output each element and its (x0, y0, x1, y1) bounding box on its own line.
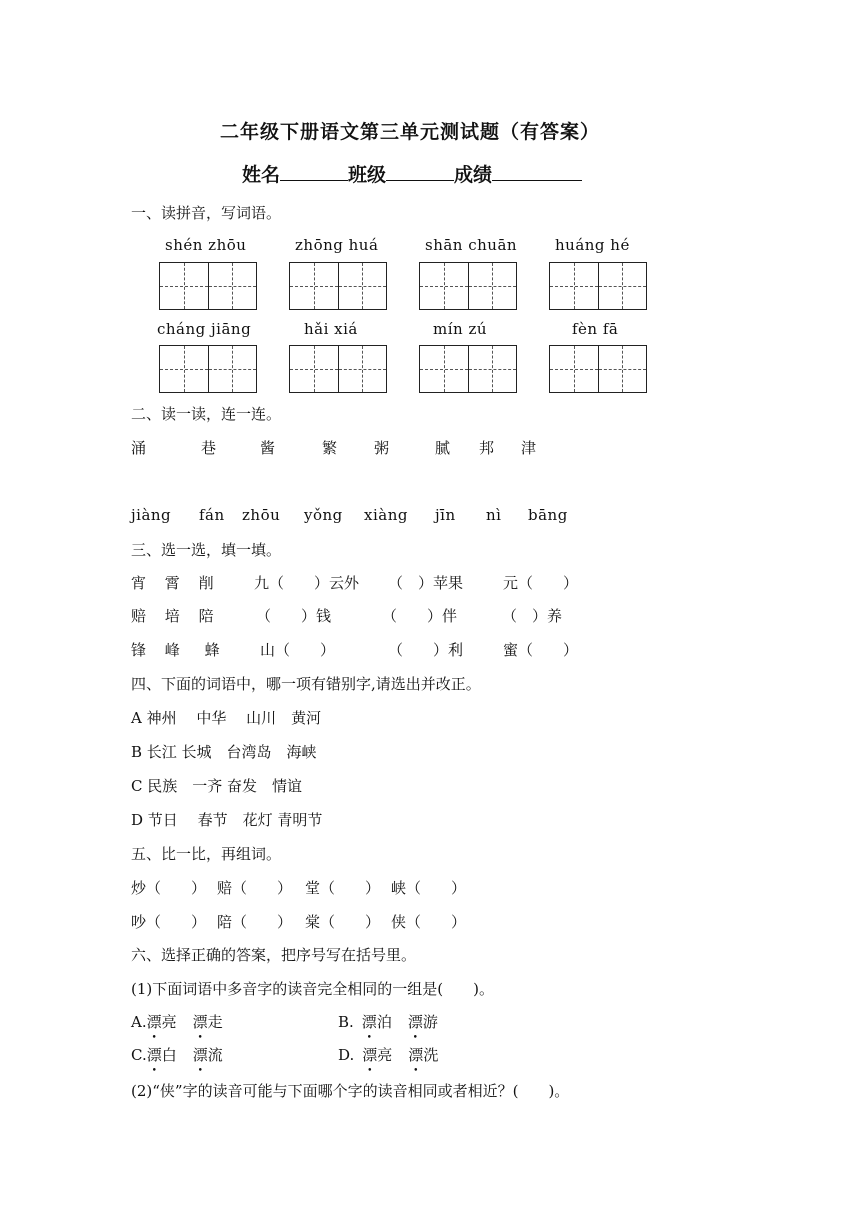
fill-item[interactable]: （ ）钱 (256, 607, 332, 625)
match-char-4: 繁 (322, 439, 338, 457)
writing-grid-6[interactable] (289, 345, 387, 393)
section-2-heading: 二、读一读，连一连。 (131, 405, 282, 423)
section-4-heading: 四、下面的词语中，哪一项有错别字,请选出并改正。 (131, 675, 481, 693)
match-char-5: 粥 (374, 439, 390, 457)
pinyin-3: shān chuān (425, 236, 518, 254)
writing-grid-3[interactable] (419, 262, 517, 310)
q1-option-a[interactable]: A.漂亮 漂走 (131, 1013, 223, 1031)
match-pinyin-3: zhōu (242, 506, 281, 524)
choice-char: 霄 (164, 574, 180, 592)
pinyin-7: mín zú (433, 320, 488, 338)
fill-item[interactable]: （ ）利 (388, 641, 464, 659)
compare-item[interactable]: 侠（ ） (391, 913, 467, 931)
match-pinyin-6: jīn (435, 506, 456, 524)
fill-item[interactable]: 山（ ） (260, 641, 336, 659)
choice-char: 削 (198, 574, 214, 592)
q1-option-b[interactable]: B. 漂泊 漂游 (338, 1013, 438, 1031)
section-1-heading: 一、读拼音，写词语。 (131, 204, 282, 222)
match-pinyin-7: nì (486, 506, 502, 524)
compare-item[interactable]: 陪（ ） (217, 913, 293, 931)
choice-char: 赔 (131, 607, 147, 625)
choice-char: 培 (164, 607, 180, 625)
compare-item[interactable]: 棠（ ） (305, 913, 381, 931)
writing-grid-5[interactable] (159, 345, 257, 393)
choice-char: 宵 (131, 574, 147, 592)
compare-item[interactable]: 堂（ ） (305, 879, 381, 897)
class-label: 班级 (348, 164, 387, 186)
writing-grid-7[interactable] (419, 345, 517, 393)
fill-row-3 (131, 639, 220, 660)
option-d[interactable]: D 节日 春节 花灯 青明节 (131, 811, 323, 829)
choice-char: 锋 (131, 641, 147, 659)
fill-row-2 (131, 605, 214, 626)
match-pinyin-4: yǒng (304, 506, 343, 524)
score-blank[interactable] (492, 162, 582, 181)
section-6-heading: 六、选择正确的答案，把序号写在括号里。 (131, 946, 417, 964)
compare-item[interactable]: 炒（ ） (131, 879, 207, 897)
option-b[interactable]: B 长江 长城 台湾岛 海峡 (131, 743, 317, 761)
writing-grid-8[interactable] (549, 345, 647, 393)
match-pinyin-2: fán (199, 506, 225, 524)
class-blank[interactable] (386, 162, 454, 181)
score-label: 成绩 (454, 164, 493, 186)
match-char-8: 津 (521, 439, 537, 457)
q1-option-d[interactable]: D. 漂亮 漂洗 (338, 1046, 439, 1064)
student-info-line (242, 160, 582, 187)
match-char-6: 腻 (435, 439, 451, 457)
writing-grid-2[interactable] (289, 262, 387, 310)
option-c[interactable]: C 民族 一齐 奋发 情谊 (131, 777, 303, 795)
match-pinyin-1: jiàng (131, 506, 172, 524)
question-1: (1)下面词语中多音字的读音完全相同的一组是( )。 (131, 980, 494, 998)
compare-item[interactable]: 峡（ ） (391, 879, 467, 897)
pinyin-5: cháng jiāng (157, 320, 252, 338)
fill-item[interactable]: 蜜（ ） (503, 641, 579, 659)
name-label: 姓名 (242, 164, 281, 186)
section-3-heading: 三、选一选，填一填。 (131, 541, 282, 559)
pinyin-8: fèn fā (572, 320, 619, 338)
compare-item[interactable]: 赔（ ） (217, 879, 293, 897)
match-char-2: 巷 (201, 439, 217, 457)
name-blank[interactable] (280, 162, 348, 181)
option-a[interactable]: A 神州 中华 山川 黄河 (131, 709, 322, 727)
page-title: 二年级下册语文第三单元测试题（有答案） (220, 121, 601, 143)
fill-item[interactable]: （ ）苹果 (388, 574, 464, 592)
match-pinyin-8: bāng (528, 506, 568, 524)
choice-char: 陪 (198, 607, 214, 625)
choice-char: 峰 (164, 641, 180, 659)
pinyin-1: shén zhōu (165, 236, 247, 254)
question-2: (2)“侠”字的读音可能与下面哪个字的读音相同或者相近？( )。 (131, 1082, 570, 1100)
fill-row-1 (131, 572, 214, 593)
match-char-1: 涌 (131, 439, 147, 457)
fill-item[interactable]: （ ）伴 (382, 607, 458, 625)
compare-item[interactable]: 吵（ ） (131, 913, 207, 931)
pinyin-2: zhōng huá (295, 236, 379, 254)
fill-item[interactable]: 九（ ）云外 (254, 574, 360, 592)
section-5-heading: 五、比一比，再组词。 (131, 845, 282, 863)
fill-item[interactable]: 元（ ） (503, 574, 579, 592)
writing-grid-1[interactable] (159, 262, 257, 310)
writing-grid-4[interactable] (549, 262, 647, 310)
pinyin-4: huáng hé (555, 236, 630, 254)
fill-item[interactable]: （ ）养 (502, 607, 563, 625)
match-char-3: 酱 (260, 439, 276, 457)
match-char-7: 邦 (479, 439, 495, 457)
choice-char: 蜂 (204, 641, 220, 659)
q1-option-c[interactable]: C.漂白 漂流 (131, 1046, 223, 1064)
pinyin-6: hǎi xiá (304, 320, 358, 338)
match-pinyin-5: xiàng (364, 506, 408, 524)
